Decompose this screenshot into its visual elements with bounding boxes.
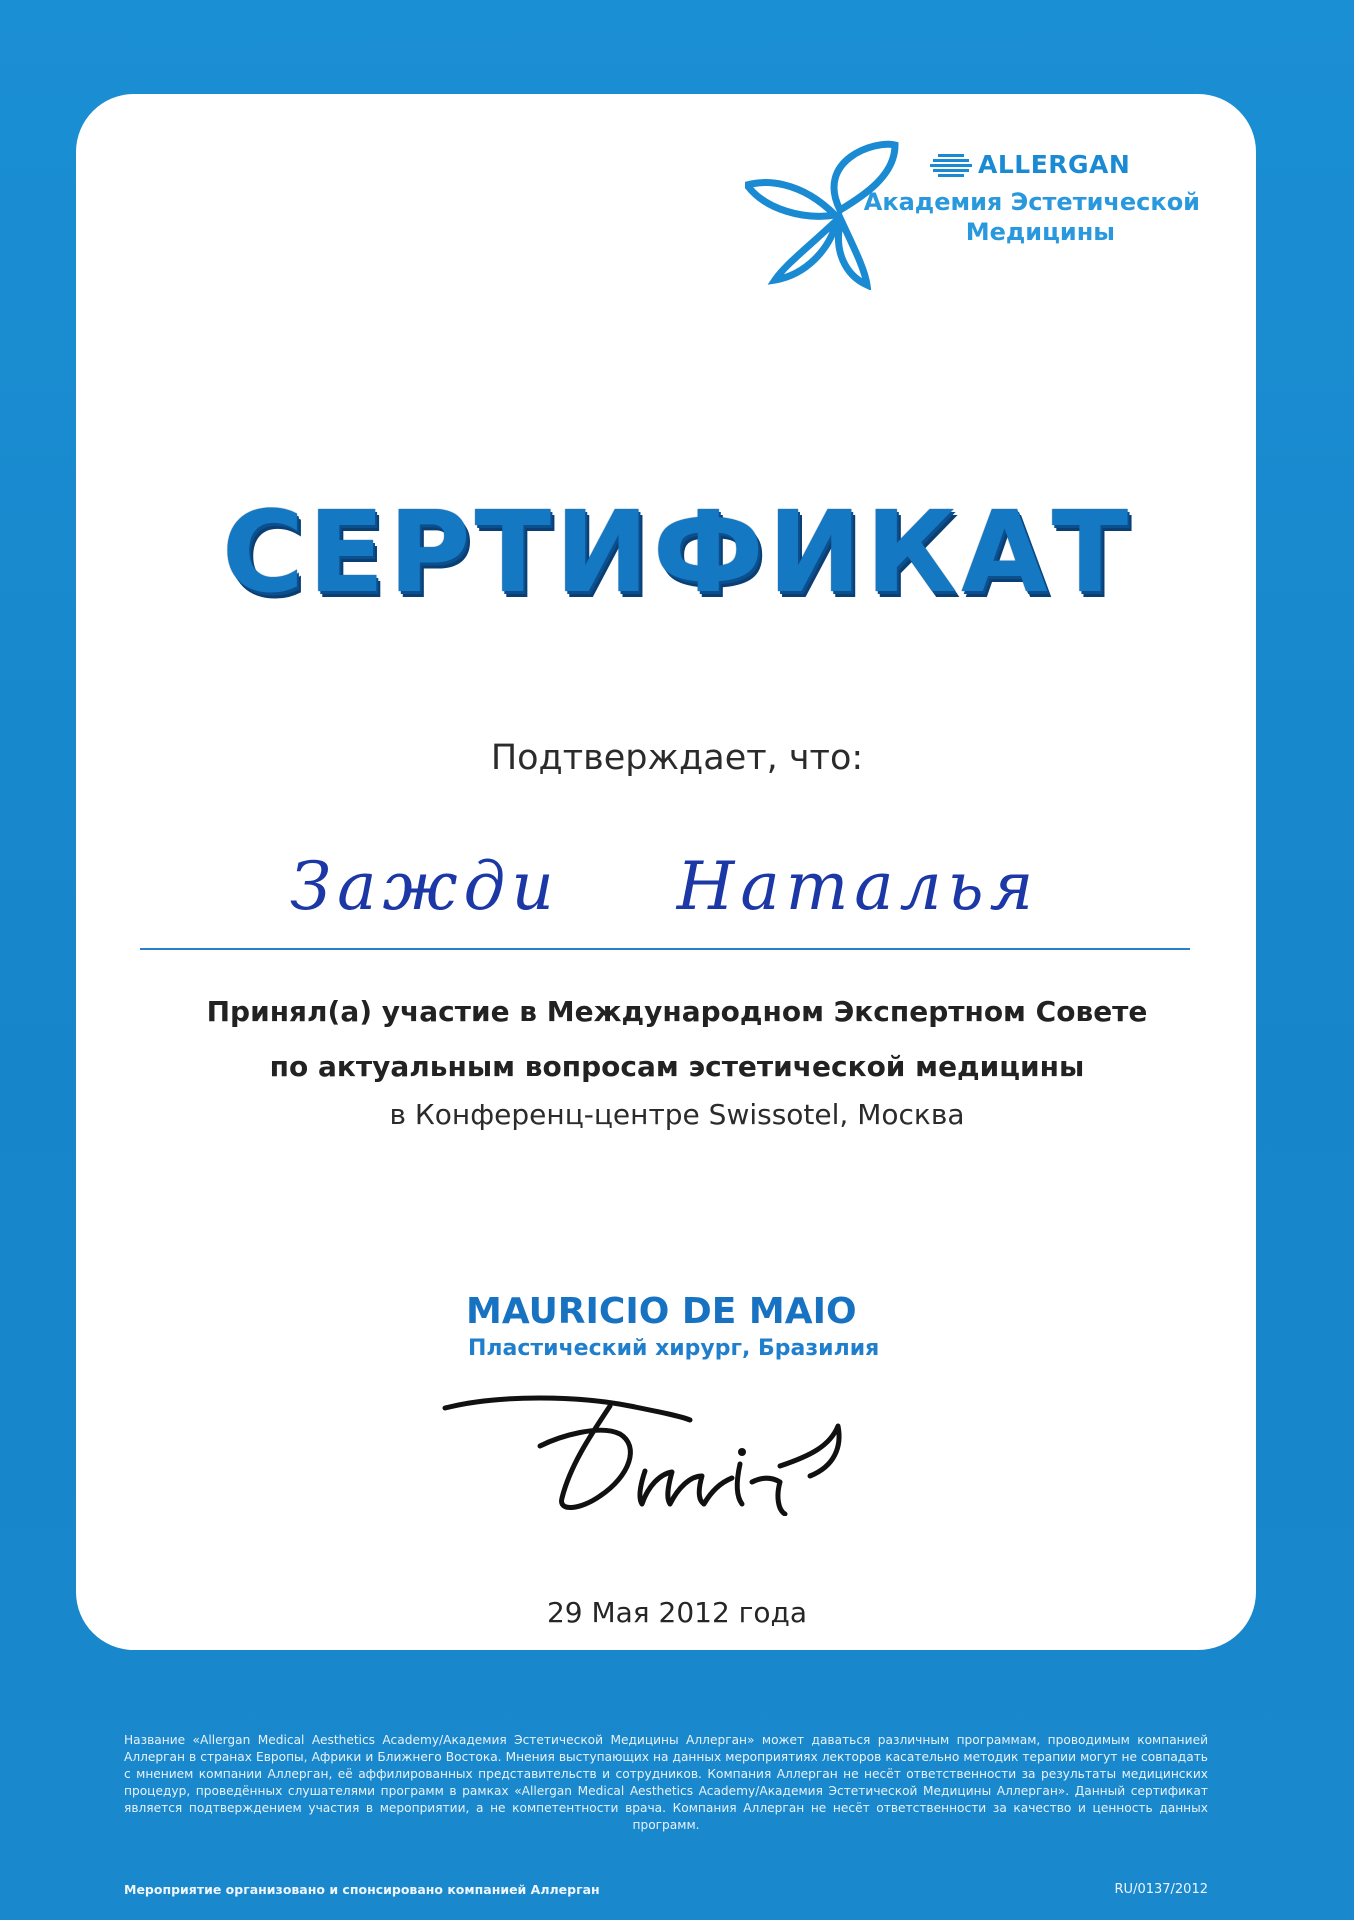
allergan-academy-logo (745, 140, 1205, 290)
allergan-stripes-icon (930, 153, 972, 177)
participation-line-1: Принял(а) участие в Международном Экспертном Совете (206, 995, 1148, 1028)
recipient-name: Зажди Наталья (290, 848, 1040, 925)
document-code: RU/0137/2012 (1114, 1882, 1208, 1897)
disclaimer-text: Название «Allergan Medical Aesthetics Academy/Академия Эстетической Медицины Аллерган» может даваться различным программам, проводимым компанией Аллерган в странах Европы, Африки и Ближнего Востока. Мнения выступающих на данных мероприятиях лекторов касательно методик терапии могут не совпадать с мнением компании Аллерган, её аффилированных представительств и сотрудников. Компания Аллерган не несёт ответственности за результаты медицинских процедур, проведённых слушателями программ в рамках «Allergan Medical Aesthetics Academy/Академия Эстетической Медицины Аллерган». Данный сертификат является подтверждением участия в мероприятии, а не компетентности врача. Компания Аллерган не несёт ответственности за качество и ценность данных программ. (124, 1733, 1208, 1832)
allergan-brand (930, 150, 1130, 179)
speaker-signature (440, 1386, 900, 1516)
participation-line-2: по актуальным вопросам эстетической медицины (269, 1050, 1085, 1083)
academy-name-line-1: Академия Эстетической (863, 188, 1200, 216)
brand-name: ALLERGAN (978, 150, 1131, 179)
venue-text: в Конференц-центре Swissotel, Москва (389, 1098, 965, 1131)
speaker-name: MAURICIO DE MAIO (466, 1291, 857, 1332)
confirms-text: Подтверждает, что: (490, 738, 864, 778)
certificate-date: 29 Мая 2012 года (546, 1596, 808, 1629)
name-underline (140, 948, 1190, 950)
organized-by-text: Мероприятие организовано и спонсировано компанией Аллерган (124, 1882, 600, 1897)
speaker-title: Пластический хирург, Бразилия (468, 1336, 880, 1361)
academy-name-line-2: Медицины (965, 218, 1115, 246)
certificate-title: СЕРТИФИКАТ (221, 488, 1133, 618)
